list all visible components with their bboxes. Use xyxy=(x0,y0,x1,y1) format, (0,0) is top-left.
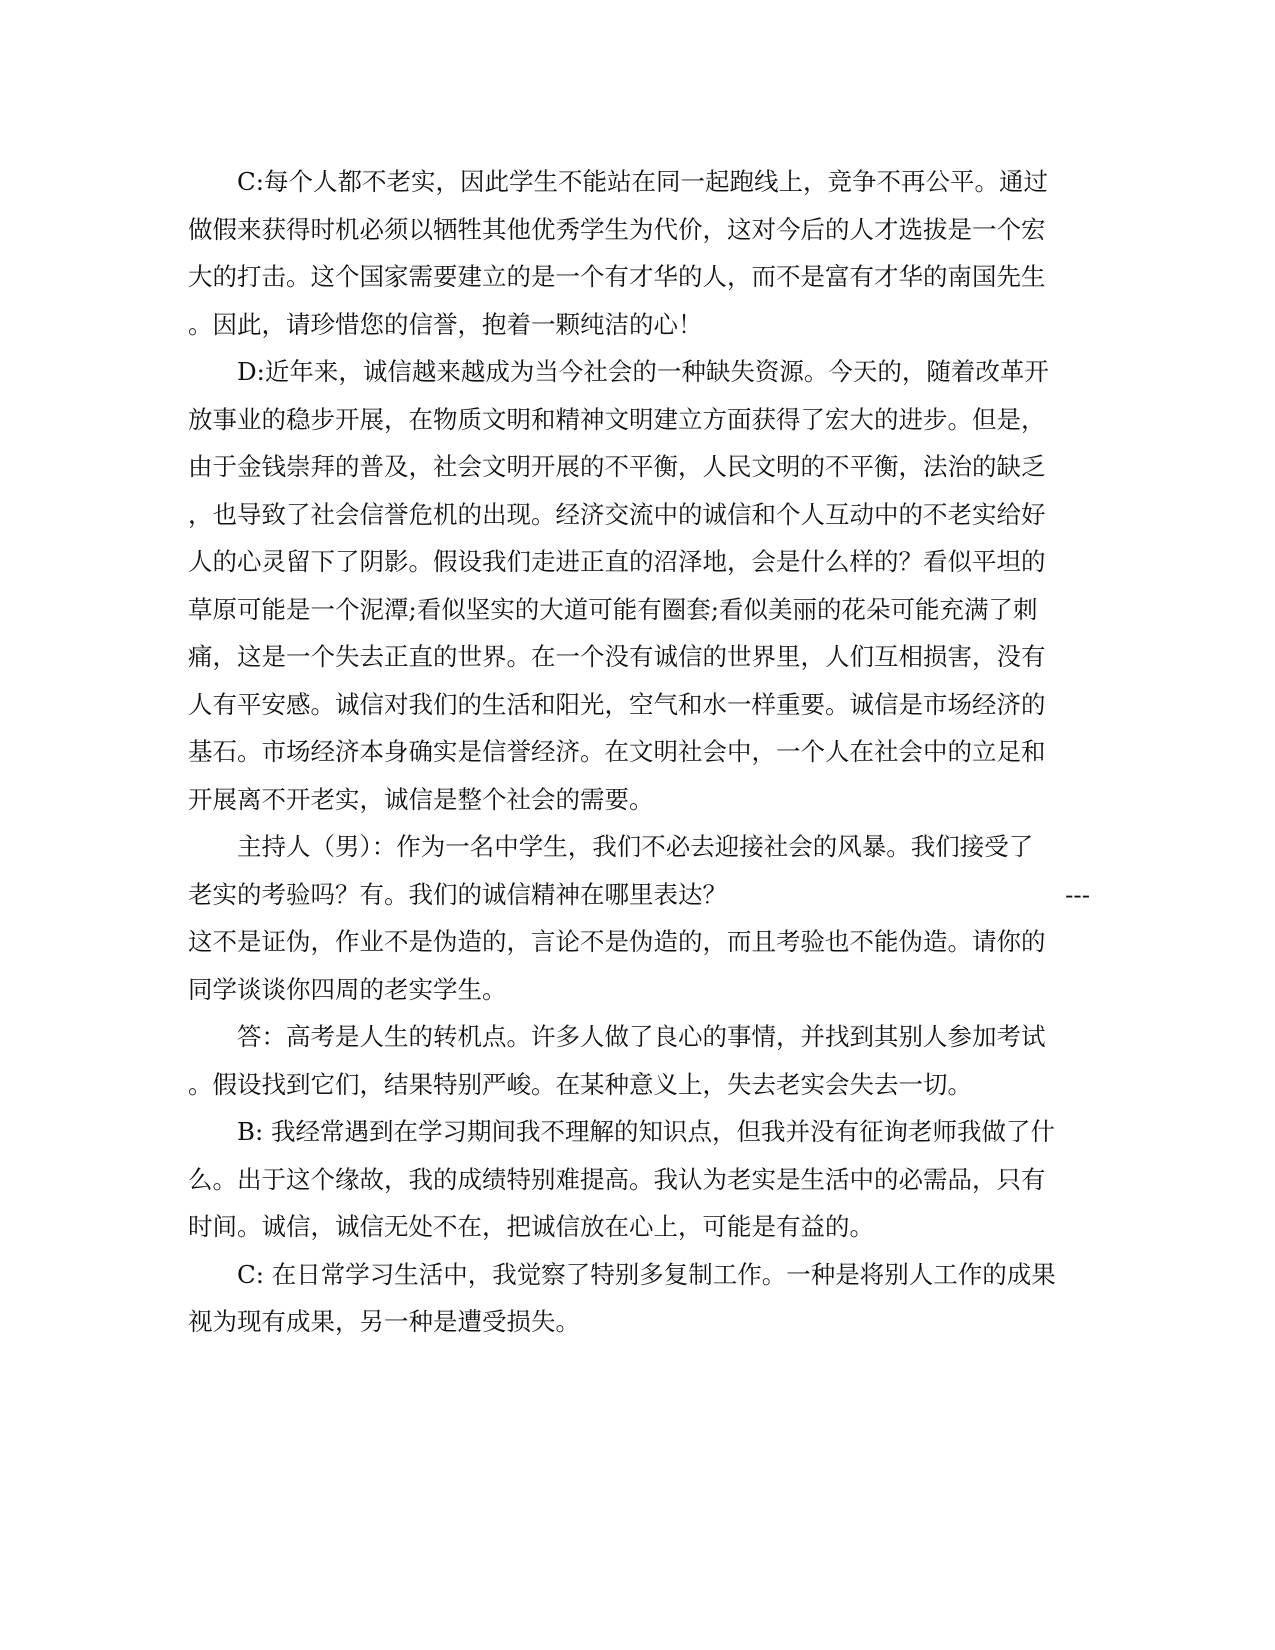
paragraph-d-line-6: 草原可能是一个泥潭;看似坚实的大道可能有圈套;看似美丽的花朵可能充满了刺 xyxy=(188,594,1038,624)
paragraph-answer-line-1: 答：高考是人生的转机点。许多人做了良心的事情，并找到其别人参加考试 xyxy=(237,1022,1046,1051)
paragraph-d-line-3: 由于金钱崇拜的普及，社会文明开展的不平衡，人民文明的不平衡，法治的缺乏 xyxy=(188,452,1046,481)
paragraph-d-line-7: 痛，这是一个失去正直的世界。在一个没有诚信的世界里，人们互相损害，没有 xyxy=(188,642,1046,671)
paragraph-c-line-4: 。因此，请珍惜您的信誉，抱着一颗纯洁的心！ xyxy=(188,309,703,339)
paragraph-c2-line-1: C: 在日常学习生活中，我觉察了特别多复制工作。一种是将别人工作的成果 xyxy=(237,1259,1056,1289)
paragraph-d-line-10: 开展离不开老实，诚信是整个社会的需要。 xyxy=(188,784,654,814)
paragraph-b-line-3: 时间。诚信，诚信无处不在，把诚信放在心上，可能是有益的。 xyxy=(188,1212,874,1241)
paragraph-d-line-9: 基石。市场经济本身确实是信誉经济。在文明社会中，一个人在社会中的立足和 xyxy=(188,737,1046,766)
paragraph-b-line-2: 么。出于这个缘故，我的成绩特别难提高。我认为老实是生活中的必需品，只有 xyxy=(188,1164,1046,1194)
document-body xyxy=(188,158,1090,1346)
host-question-text: 老实的考验吗？有。我们的诚信精神在哪里表达？ xyxy=(188,879,727,909)
paragraph-host-line-1: 主持人（男）：作为一名中学生，我们不必去迎接社会的风暴。我们接受了 xyxy=(237,832,1034,861)
paragraph-c-line-3: 大的打击。这个国家需要建立的是一个有才华的人，而不是富有才华的南国先生 xyxy=(188,262,1046,291)
paragraph-c-line-1: C:每个人都不老实，因此学生不能站在同一起跑线上，竞争不再公平。通过 xyxy=(237,167,1048,196)
paragraph-host-line-4: 同学谈谈你四周的老实学生。 xyxy=(188,974,507,1004)
paragraph-host-line-2 xyxy=(188,871,1090,919)
dash-separator: --- xyxy=(1065,879,1090,909)
paragraph-answer-line-2: 。假设找到它们，结果特别严峻。在某种意义上，失去老实会失去一切。 xyxy=(188,1069,972,1099)
paragraph-c-line-2: 做假来获得时机必须以牺牲其他优秀学生为代价，这对今后的人才选拔是一个宏 xyxy=(188,214,1046,244)
paragraph-d-line-1: D:近年来，诚信越来越成为当今社会的一种缺失资源。今天的，随着改革开 xyxy=(237,357,1049,386)
paragraph-d-line-8: 人有平安感。诚信对我们的生活和阳光，空气和水一样重要。诚信是市场经济的 xyxy=(188,689,1046,719)
paragraph-d-line-4: ，也导致了社会信誉危机的出现。经济交流中的诚信和个人互动中的不老实给好 xyxy=(188,499,1046,529)
paragraph-c2-line-2: 视为现有成果，另一种是遭受损失。 xyxy=(188,1307,580,1336)
paragraph-d-line-5: 人的心灵留下了阴影。假设我们走进正直的沼泽地，会是什么样的？看似平坦的 xyxy=(188,547,1046,576)
paragraph-b-line-1: B: 我经常遇到在学习期间我不理解的知识点，但我并没有征询老师我做了什 xyxy=(237,1117,1056,1146)
paragraph-d-line-2: 放事业的稳步开展，在物质文明和精神文明建立方面获得了宏大的进步。但是， xyxy=(188,404,1046,434)
paragraph-host-line-3: 这不是证伪，作业不是伪造的，言论不是伪造的，而且考验也不能伪造。请你的 xyxy=(188,927,1046,956)
